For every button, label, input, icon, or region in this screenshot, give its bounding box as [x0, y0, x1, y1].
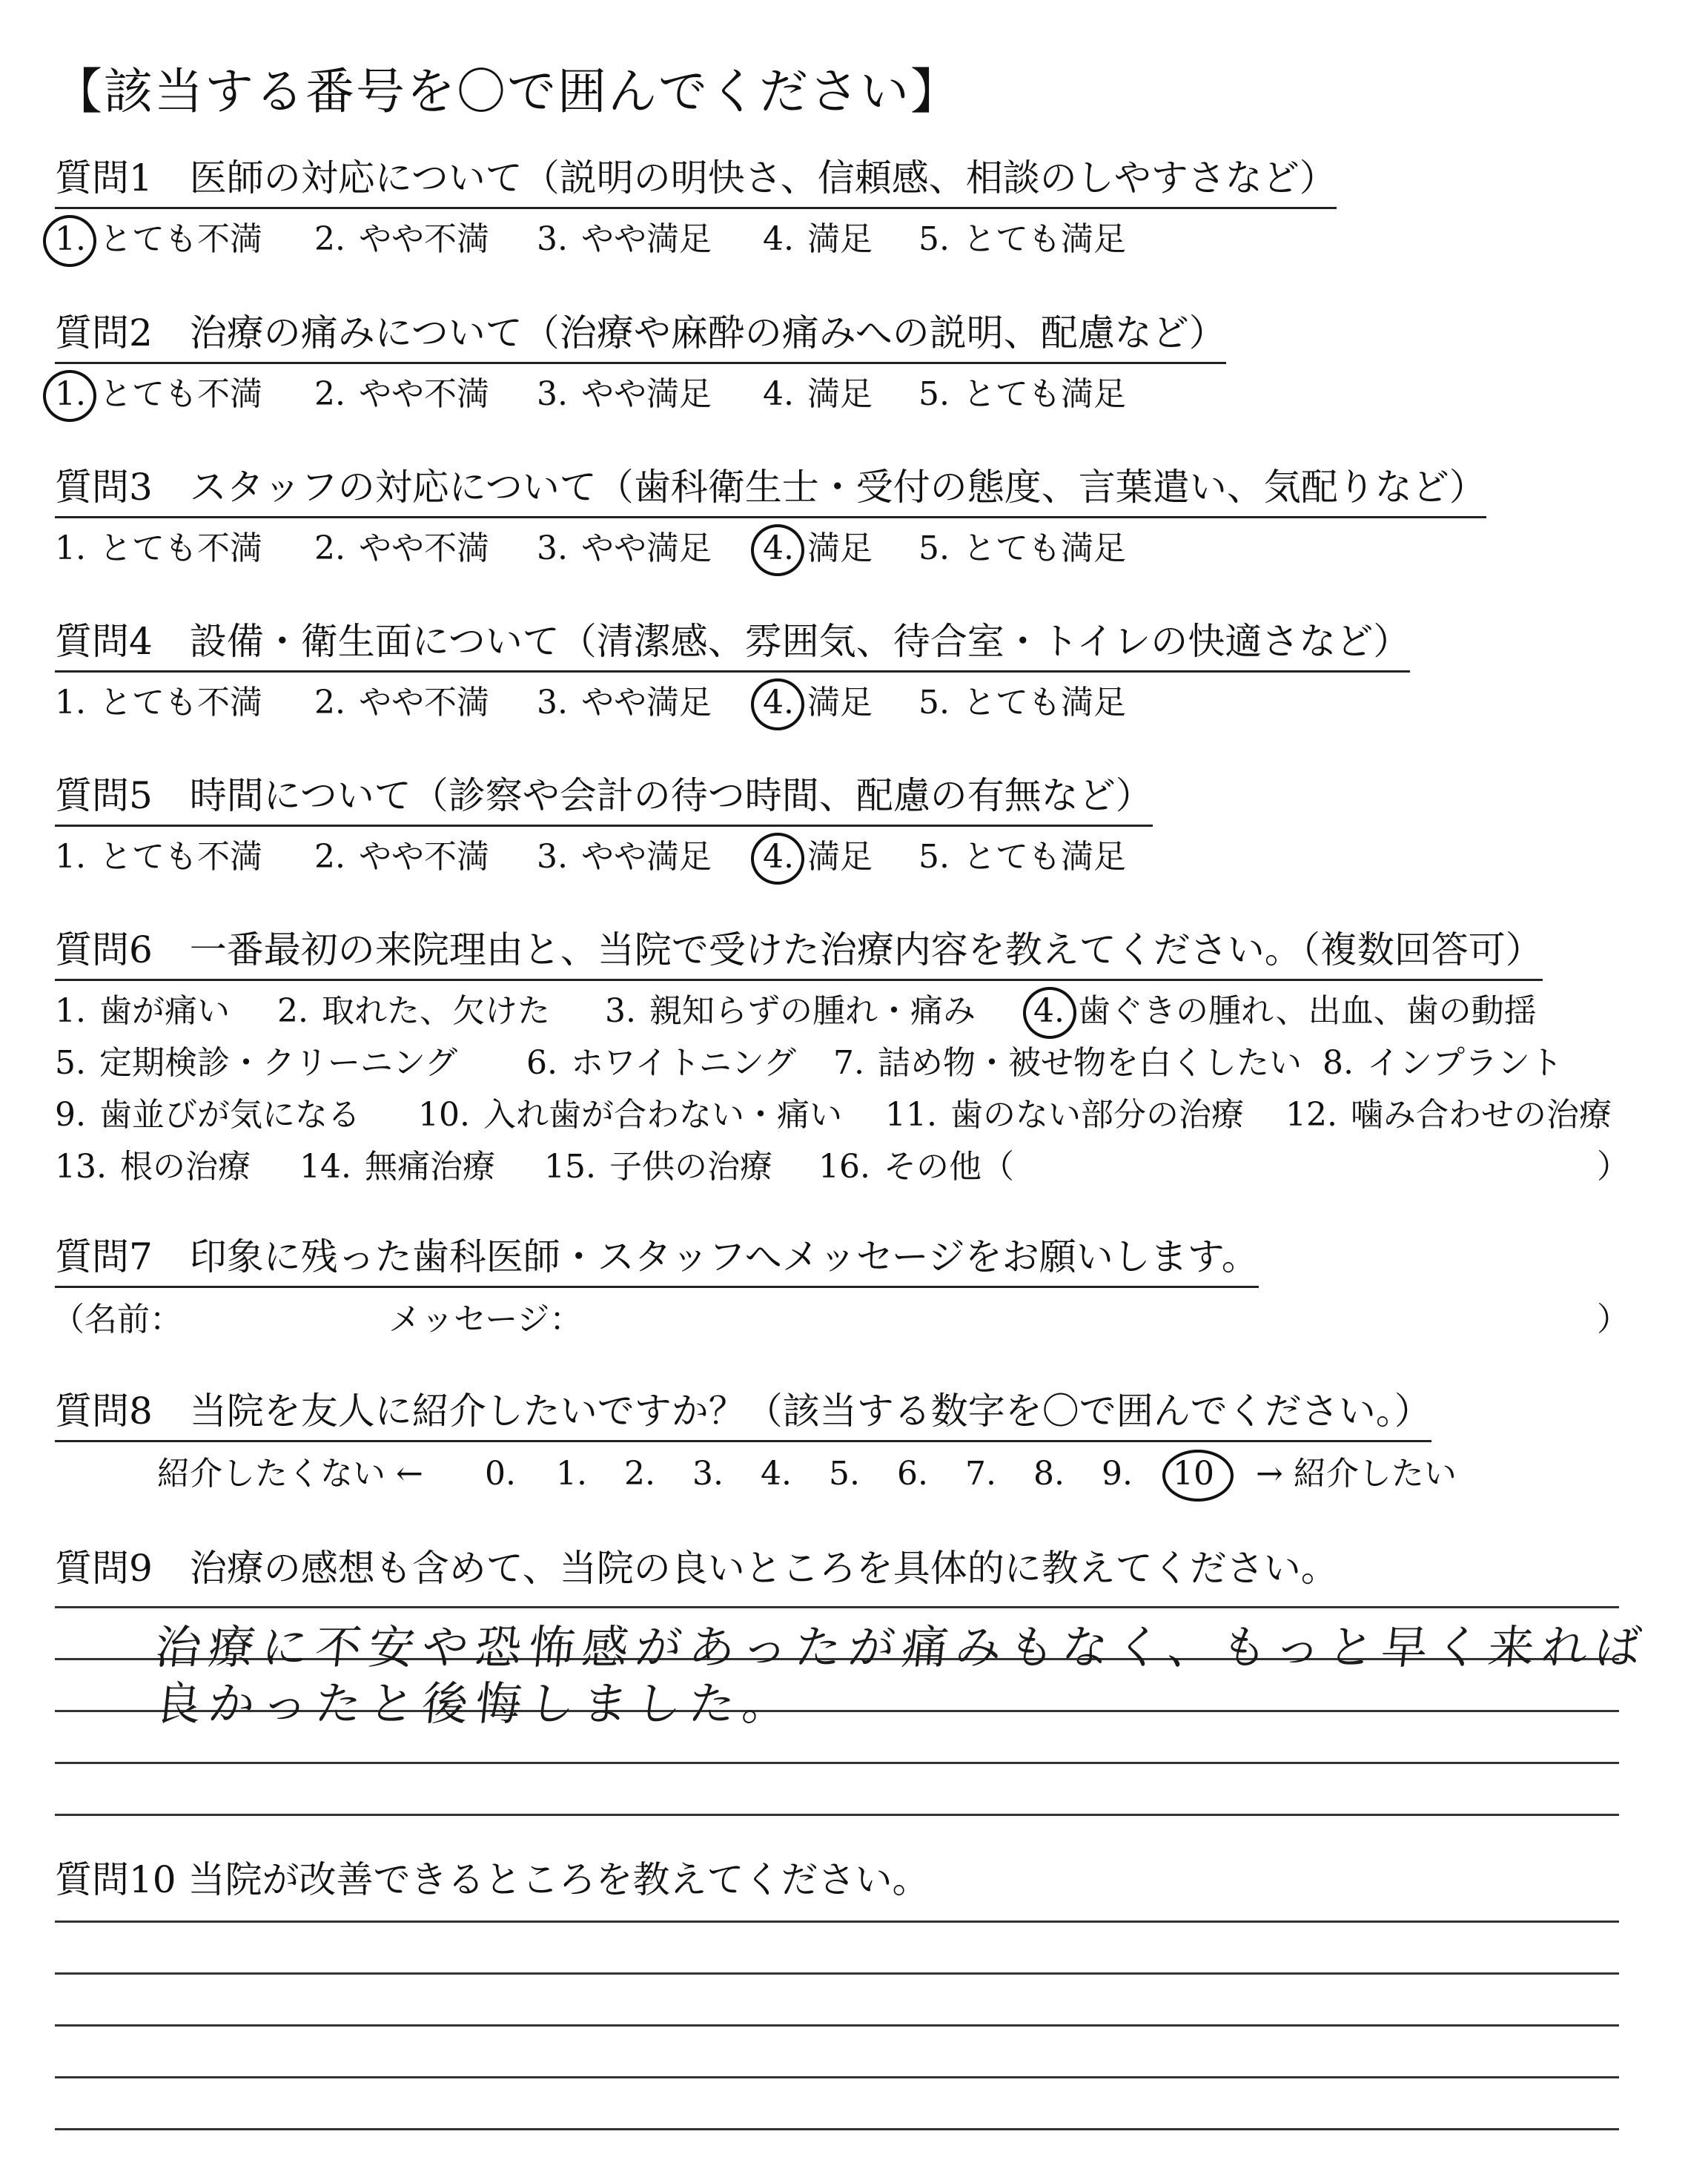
question-4	[55, 615, 1410, 729]
q4-option-3[interactable]	[537, 677, 712, 729]
q6-option-12[interactable]	[1285, 1089, 1612, 1141]
scale-1[interactable]: 1.	[556, 1455, 587, 1493]
q6-row-3	[55, 1089, 1612, 1141]
option-label: 満足	[807, 529, 873, 567]
question-9	[55, 1542, 1338, 1597]
answer-line	[55, 1606, 1619, 1608]
message-label: メッセージ：	[388, 1301, 583, 1338]
q6-other-close-paren: ）	[1597, 1148, 1629, 1186]
q3-option-5[interactable]	[918, 523, 1126, 575]
q2-option-1[interactable]	[55, 369, 262, 420]
scale-0[interactable]: 0.	[485, 1455, 516, 1493]
option-label: とても不満	[99, 220, 262, 258]
option-number: 3.	[537, 684, 568, 721]
option-label: やや満足	[580, 684, 712, 721]
option-number: 4.	[763, 523, 794, 575]
scale-left-label: 紹介したくない ←	[157, 1455, 423, 1493]
option-number: 5.	[918, 529, 950, 567]
option-number: 1.	[55, 684, 86, 721]
q7-close-paren: ）	[1597, 1301, 1629, 1338]
option-number: 4.	[763, 375, 794, 413]
q6-row-2	[55, 1037, 1563, 1089]
option-number: 13.	[55, 1148, 107, 1186]
option-label: 歯のない部分の治療	[950, 1096, 1244, 1134]
q1-option-4[interactable]	[763, 214, 873, 265]
q2-option-3[interactable]	[537, 369, 712, 420]
option-number: 2.	[277, 992, 308, 1030]
q4-option-5[interactable]	[918, 677, 1126, 729]
option-number: 12.	[1285, 1096, 1337, 1134]
option-number: 9.	[55, 1096, 86, 1134]
option-label: 満足	[807, 375, 873, 413]
option-number: 7.	[833, 1044, 864, 1082]
option-label: 親知らずの腫れ・痛み	[649, 992, 976, 1030]
option-number: 4.	[763, 220, 794, 258]
q6-option-2[interactable]	[277, 985, 550, 1037]
option-label: とても満足	[962, 375, 1126, 413]
option-label: 取れた、欠けた	[321, 992, 550, 1030]
option-number: 2.	[314, 375, 345, 413]
question-5	[55, 770, 1153, 883]
option-number: 5.	[918, 220, 950, 258]
name-label: （名前：	[52, 1301, 182, 1338]
option-label: やや不満	[358, 838, 489, 876]
q1-option-3[interactable]	[537, 214, 712, 265]
option-label: とても満足	[962, 220, 1126, 258]
option-number: 1.	[55, 838, 86, 876]
q4-option-2[interactable]	[314, 677, 489, 729]
option-number: 3.	[537, 375, 568, 413]
q6-option-3[interactable]	[605, 985, 976, 1037]
option-number: 3.	[537, 529, 568, 567]
q6-option-16[interactable]	[818, 1141, 1014, 1193]
question-5-options	[55, 831, 1153, 883]
q3-option-2[interactable]	[314, 523, 489, 575]
question-9-title: 質問9 治療の感想も含めて、当院の良いところを具体的に教えてください。	[55, 1547, 1338, 1590]
option-number: 11.	[885, 1096, 937, 1134]
q6-option-7[interactable]	[833, 1037, 1302, 1089]
option-label: やや不満	[358, 220, 489, 258]
option-label: その他（	[883, 1148, 1014, 1186]
option-number: 2.	[314, 838, 345, 876]
option-number: 8.	[1323, 1044, 1354, 1082]
question-6-title: 質問6 一番最初の来院理由と、当院で受けた治療内容を教えてください。（複数回答可）	[55, 924, 1543, 981]
option-label: とても不満	[99, 684, 262, 721]
option-label: 根の治療	[119, 1148, 251, 1186]
scale-right-label: → 紹介したい	[1256, 1455, 1457, 1493]
q9-answer-line-2: 良かったと後悔しました。	[152, 1677, 799, 1731]
option-label: やや満足	[580, 375, 712, 413]
option-label: やや不満	[358, 684, 489, 721]
option-label: とても不満	[99, 838, 262, 876]
option-number: 5.	[918, 838, 950, 876]
q6-option-8[interactable]	[1323, 1037, 1563, 1089]
scale-2[interactable]: 2.	[624, 1455, 655, 1493]
scale-10[interactable]: 10	[1173, 1448, 1214, 1500]
option-label: 満足	[807, 684, 873, 721]
q3-option-4[interactable]	[763, 523, 873, 575]
q3-option-1[interactable]	[55, 523, 262, 575]
option-label: 入れ歯が合わない・痛い	[483, 1096, 842, 1134]
answer-line	[55, 2024, 1619, 2027]
option-number: 4.	[763, 677, 794, 729]
option-number: 14.	[299, 1148, 351, 1186]
answer-line	[55, 1762, 1619, 1764]
q4-option-1[interactable]	[55, 677, 262, 729]
q6-row-1	[55, 985, 1543, 1037]
option-number: 2.	[314, 529, 345, 567]
question-3-options	[55, 523, 1486, 575]
q4-option-4[interactable]	[763, 677, 873, 729]
option-number: 16.	[818, 1148, 870, 1186]
question-7-title: 質問7 印象に残った歯科医師・スタッフへメッセージをお願いします。	[55, 1231, 1259, 1288]
question-7	[52, 1231, 1629, 1346]
option-label: やや不満	[358, 375, 489, 413]
question-2	[55, 307, 1226, 420]
answer-line	[55, 1814, 1619, 1816]
answer-line	[55, 2128, 1619, 2130]
question-4-title: 質問4 設備・衛生面について（清潔感、雰囲気、待合室・トイレの快適さなど）	[55, 615, 1410, 673]
question-7-fields	[52, 1294, 1629, 1346]
scale-3[interactable]: 3.	[692, 1455, 724, 1493]
q6-option-10[interactable]	[418, 1089, 842, 1141]
question-8	[55, 1385, 1457, 1500]
option-number: 10.	[418, 1096, 470, 1134]
option-number: 4.	[763, 831, 794, 883]
q6-option-15[interactable]	[544, 1141, 772, 1193]
q1-option-5[interactable]	[918, 214, 1126, 265]
scale-4[interactable]: 4.	[761, 1455, 792, 1493]
question-2-title: 質問2 治療の痛みについて（治療や麻酔の痛みへの説明、配慮など）	[55, 307, 1226, 364]
q3-option-3[interactable]	[537, 523, 712, 575]
q1-option-1[interactable]	[55, 214, 262, 265]
question-10-title: 質問10 当院が改善できるところを教えてください。	[55, 1858, 930, 1901]
scale-6[interactable]: 6.	[897, 1455, 928, 1493]
instruction-header: 【該当する番号を〇で囲んでください】	[53, 63, 961, 120]
question-4-options	[55, 677, 1410, 729]
option-label: やや不満	[358, 529, 489, 567]
q6-option-9[interactable]	[55, 1089, 360, 1141]
scale-5[interactable]: 5.	[829, 1455, 860, 1493]
option-number: 15.	[544, 1148, 596, 1186]
option-label: 詰め物・被せ物を白くしたい	[877, 1044, 1302, 1082]
question-2-options	[55, 369, 1226, 420]
option-number: 2.	[314, 684, 345, 721]
question-1	[55, 152, 1337, 265]
option-number: 5.	[918, 375, 950, 413]
option-label: とても満足	[962, 684, 1126, 721]
option-number: 1.	[55, 369, 86, 420]
q6-option-4[interactable]	[1033, 985, 1537, 1037]
option-label: 歯が痛い	[99, 992, 230, 1030]
question-6	[55, 924, 1629, 1193]
option-label: とても不満	[99, 375, 262, 413]
q6-row-4	[55, 1141, 1629, 1193]
option-label: 満足	[807, 838, 873, 876]
q9-answer-line-1: 治療に不安や恐怖感があったが痛みもなく、もっと早く来れば	[152, 1620, 1652, 1674]
q2-option-4[interactable]	[763, 369, 873, 420]
option-label: 無痛治療	[364, 1148, 495, 1186]
q6-option-1[interactable]	[55, 985, 230, 1037]
q6-option-6[interactable]	[526, 1037, 796, 1089]
q5-option-3[interactable]	[537, 831, 712, 883]
option-label: 子供の治療	[609, 1148, 772, 1186]
option-label: 噛み合わせの治療	[1350, 1096, 1612, 1134]
question-1-title: 質問1 医師の対応について（説明の明快さ、信頼感、相談のしやすさなど）	[55, 152, 1337, 209]
option-number: 3.	[537, 220, 568, 258]
option-number: 5.	[918, 684, 950, 721]
option-label: やや満足	[580, 529, 712, 567]
q6-option-11[interactable]	[885, 1089, 1244, 1141]
option-label: 満足	[807, 220, 873, 258]
option-number: 6.	[526, 1044, 557, 1082]
q5-option-2[interactable]	[314, 831, 489, 883]
option-number: 4.	[1033, 985, 1065, 1037]
question-6-options	[55, 985, 1629, 1193]
q5-option-1[interactable]	[55, 831, 262, 883]
question-3	[55, 461, 1486, 575]
scale-8[interactable]: 8.	[1033, 1455, 1065, 1493]
q2-option-2[interactable]	[314, 369, 489, 420]
option-number: 1.	[55, 992, 86, 1030]
scale-7[interactable]: 7.	[965, 1455, 996, 1493]
answer-line	[55, 1920, 1619, 1923]
option-number: 1.	[55, 214, 86, 265]
q1-option-2[interactable]	[314, 214, 489, 265]
option-label: とても不満	[99, 529, 262, 567]
question-10	[55, 1854, 930, 1909]
question-5-title: 質問5 時間について（診察や会計の待つ時間、配慮の有無など）	[55, 770, 1153, 827]
option-label: とても満足	[962, 529, 1126, 567]
q6-option-13[interactable]	[55, 1141, 251, 1193]
question-1-options	[55, 214, 1337, 265]
scale-9[interactable]: 9.	[1102, 1455, 1133, 1493]
option-label: インプラント	[1366, 1044, 1563, 1082]
option-number: 1.	[55, 529, 86, 567]
answer-line	[55, 2076, 1619, 2078]
answer-line	[55, 1972, 1619, 1975]
q6-option-14[interactable]	[299, 1141, 495, 1193]
question-3-title: 質問3 スタッフの対応について（歯科衛生士・受付の態度、言葉遣い、気配りなど）	[55, 461, 1486, 518]
q6-option-5[interactable]	[55, 1037, 457, 1089]
q5-option-4[interactable]	[763, 831, 873, 883]
question-8-title: 質問8 当院を友人に紹介したいですか？（該当する数字を〇で囲んでください。）	[55, 1385, 1431, 1442]
recommend-scale	[55, 1448, 1457, 1500]
option-label: 定期検診・クリーニング	[99, 1044, 458, 1082]
option-number: 2.	[314, 220, 345, 258]
option-label: 歯並びが気になる	[99, 1096, 360, 1134]
q5-option-5[interactable]	[918, 831, 1126, 883]
option-label: やや満足	[580, 838, 712, 876]
option-label: ホワイトニング	[570, 1044, 797, 1082]
q2-option-5[interactable]	[918, 369, 1126, 420]
option-label: とても満足	[962, 838, 1126, 876]
option-number: 5.	[55, 1044, 86, 1082]
option-label: 歯ぐきの腫れ、出血、歯の動揺	[1077, 992, 1537, 1030]
option-number: 3.	[605, 992, 636, 1030]
option-number: 3.	[537, 838, 568, 876]
option-label: やや満足	[580, 220, 712, 258]
